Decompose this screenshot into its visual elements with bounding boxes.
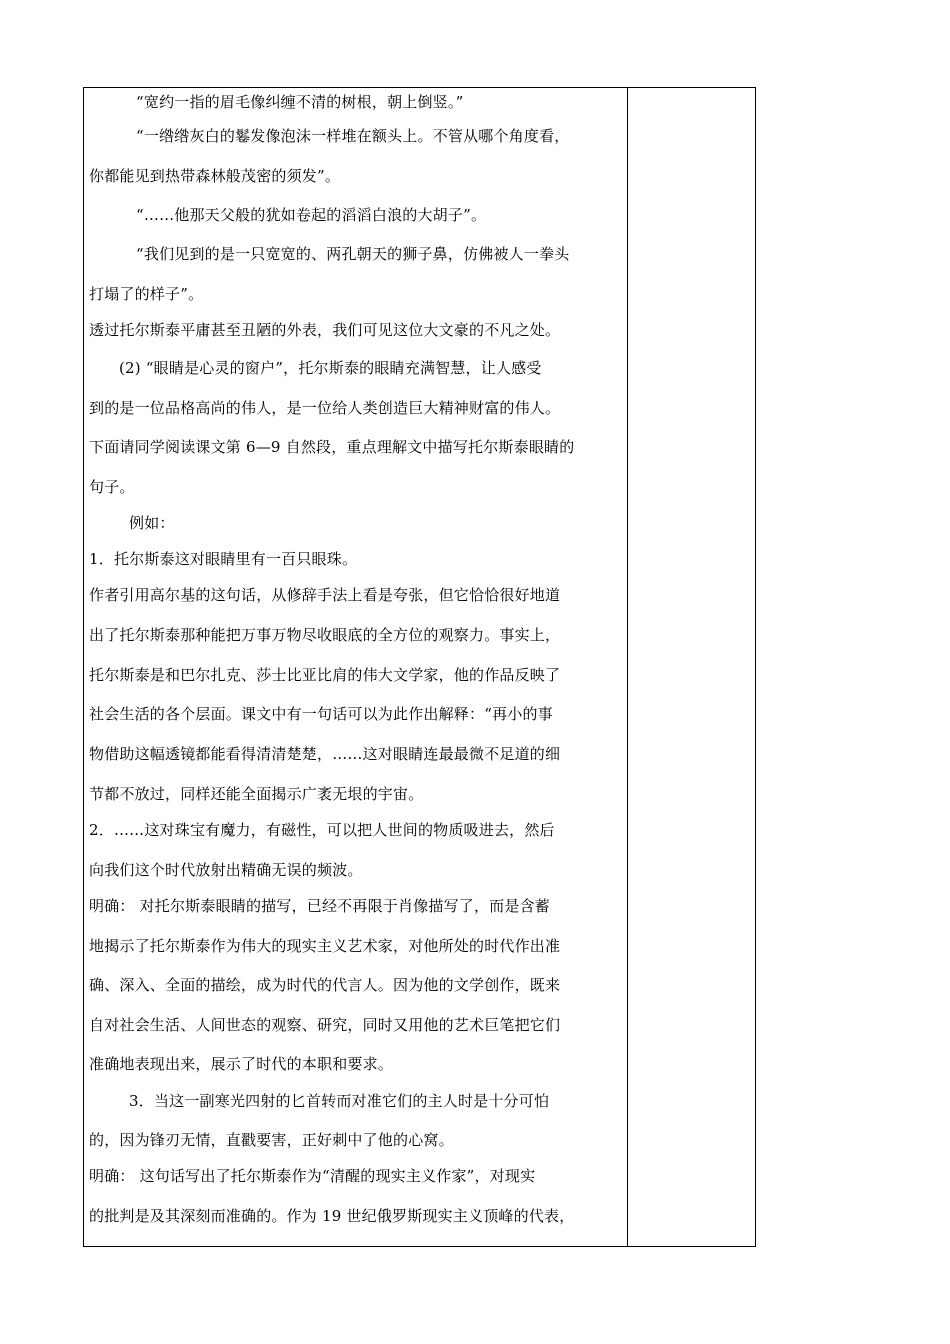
paragraph-line: 节都不放过，同样还能全面揭示广袤无垠的宇宙。 — [89, 785, 424, 803]
paragraph-line: 社会生活的各个层面。课文中有一句话可以为此作出解释：“再小的事 — [89, 705, 553, 723]
paragraph-line: (2) “眼睛是心灵的窗户”，托尔斯泰的眼睛充满智慧，让人感受 — [119, 359, 542, 377]
paragraph-line: 3．当这一副寒光四射的匕首转而对准它们的主人时是十分可怕 — [129, 1092, 550, 1110]
paragraph-line: 打塌了的样子”。 — [89, 285, 204, 303]
paragraph-line: “宽约一指的眉毛像纠缠不清的树根，朝上倒竖。” — [136, 93, 464, 111]
paragraph-line: “我们见到的是一只宽宽的、两孔朝天的狮子鼻，仿佛被人一拳头 — [136, 245, 570, 263]
paragraph-line: 1．托尔斯泰这对眼睛里有一百只眼珠。 — [89, 550, 358, 568]
paragraph-line: 明确： 对托尔斯泰眼睛的描写，已经不再限于肖像描写了，而是含蓄 — [89, 897, 550, 915]
paragraph-line: 下面请同学阅读课文第 6—9 自然段，重点理解文中描写托尔斯泰眼睛的 — [89, 438, 575, 456]
document-table — [83, 87, 756, 1247]
paragraph-line: 2．……这对珠宝有魔力，有磁性，可以把人世间的物质吸进去，然后 — [89, 821, 555, 839]
paragraph-line: 到的是一位品格高尚的伟人，是一位给人类创造巨大精神财富的伟人。 — [89, 399, 561, 417]
paragraph-line: 例如： — [129, 514, 175, 532]
paragraph-line: 物借助这幅透镜都能看得清清楚楚，……这对眼睛连最最微不足道的细 — [89, 745, 561, 763]
paragraph-line: 自对社会生活、人间世态的观察、研究，同时又用他的艺术巨笔把它们 — [89, 1016, 561, 1034]
paragraph-line: 作者引用高尔基的这句话，从修辞手法上看是夸张，但它恰恰很好地道 — [89, 586, 561, 604]
paragraph-line: 句子。 — [89, 478, 135, 496]
paragraph-line: “一绺绺灰白的鬈发像泡沫一样堆在额头上。不管从哪个角度看， — [136, 127, 570, 145]
paragraph-line: 地揭示了托尔斯泰作为伟大的现实主义艺术家，对他所处的时代作出准 — [89, 937, 561, 955]
paragraph-line: 准确地表现出来，展示了时代的本职和要求。 — [89, 1055, 394, 1073]
paragraph-line: 确、深入、全面的描绘，成为时代的代言人。因为他的文学创作，既来 — [89, 976, 561, 994]
paragraph-line: “……他那天父般的犹如卷起的滔滔白浪的大胡子”。 — [136, 206, 487, 224]
paragraph-line: 透过托尔斯泰平庸甚至丑陋的外表，我们可见这位大文豪的不凡之处。 — [89, 321, 561, 339]
paragraph-line: 的批判是及其深刻而准确的。作为 19 世纪俄罗斯现实主义顶峰的代表， — [89, 1207, 575, 1225]
paragraph-line: 的，因为锋刃无情，直戳要害，正好刺中了他的心窝。 — [89, 1131, 454, 1149]
paragraph-line: 出了托尔斯泰那种能把万事万物尽收眼底的全方位的观察力。事实上， — [89, 626, 561, 644]
notes-column — [628, 88, 755, 1246]
paragraph-line: 托尔斯泰是和巴尔扎克、莎士比亚比肩的伟大文学家，他的作品反映了 — [89, 666, 561, 684]
paragraph-line: 明确： 这句话写出了托尔斯泰作为“清醒的现实主义作家”，对现实 — [89, 1167, 536, 1185]
paragraph-line: 向我们这个时代放射出精确无误的频波。 — [89, 861, 363, 879]
paragraph-line: 你都能见到热带森林般茂密的须发”。 — [89, 167, 341, 185]
